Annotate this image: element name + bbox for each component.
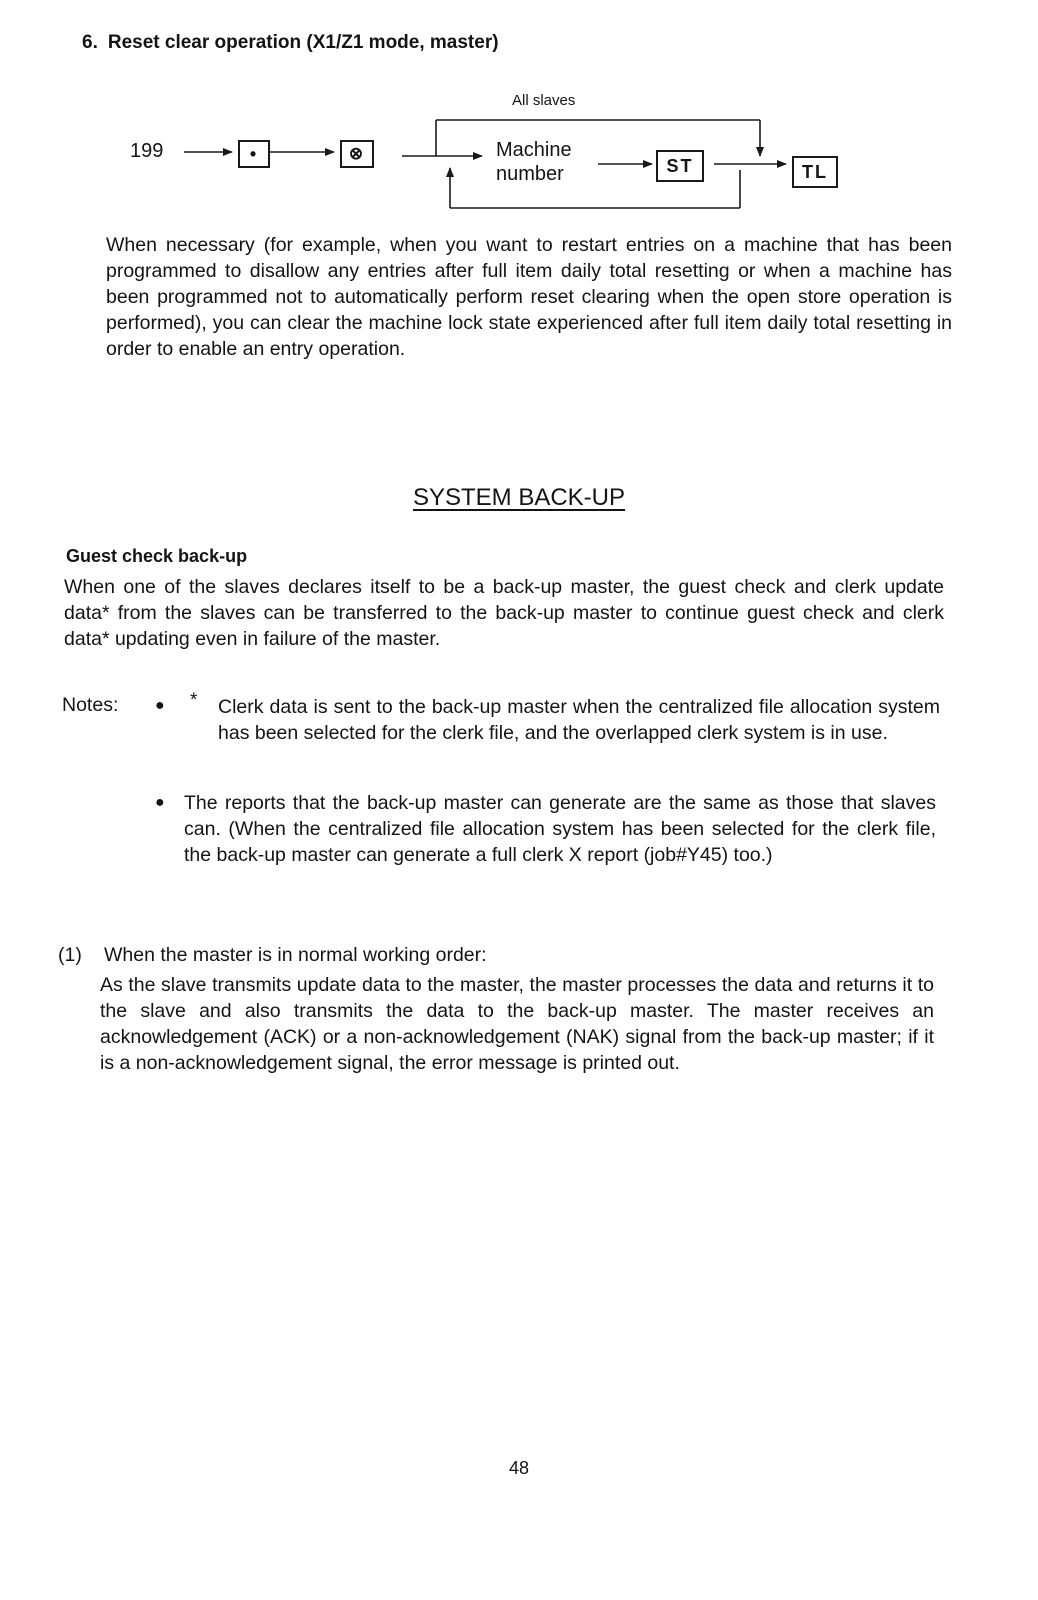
system-backup-title-text: SYSTEM BACK-UP <box>412 484 626 511</box>
subsection-title: When the master is in normal working order: <box>104 944 487 966</box>
notes-label: Notes: <box>62 694 119 716</box>
guest-check-backup-subheading: Guest check back-up <box>66 546 248 566</box>
multiply-key: ⊗ <box>340 140 374 168</box>
subsection-number: (1) <box>58 944 82 966</box>
machine-number-label <box>496 138 572 186</box>
system-backup-title <box>0 484 1038 512</box>
key-sequence-diagram <box>0 0 1038 230</box>
note-bullet-2: ● <box>155 794 165 811</box>
note-2-text: The reports that the back-up master can generate are the same as those that slaves can. (When the centralized file allocation system has been selected for the clerk file, the back-up master can generate a full clerk X report (job#Y45) too.) <box>184 792 936 866</box>
machine-number-line1: Machine <box>496 139 572 161</box>
note-asterisk: * <box>190 690 198 711</box>
start-number: 199 <box>130 140 164 162</box>
tl-key: TL <box>792 156 838 188</box>
note-bullet-1: ● <box>155 697 165 714</box>
subsection-body: As the slave transmits update data to the master, the master processes the data and returns it to the slave and also transmits the data to the back-up master. The master receives an acknowledgement (ACK) or a non-acknowledgement (NAK) signal from the back-up master; if it is a non-acknowledgement signal, the error message is printed out. <box>100 974 934 1074</box>
all-slaves-label: All slaves <box>512 92 576 109</box>
section-title: Reset clear operation (X1/Z1 mode, master) <box>107 32 499 53</box>
guest-check-backup-description: When one of the slaves declares itself to be a back-up master, the guest check and clerk update data* from the slaves can be transferred to the back-up master to continue guest check and clerk data* updating even in failure of the master. <box>64 576 944 650</box>
st-key: ST <box>656 150 704 182</box>
point-key: • <box>238 140 270 168</box>
machine-number-line2: number <box>496 163 564 185</box>
section-number: 6. <box>82 32 98 53</box>
page-number: 48 <box>508 1458 530 1478</box>
diagram-lines <box>0 0 1038 230</box>
reset-clear-description: When necessary (for example, when you want to restart entries on a machine that has been programmed to disallow any entries after full item daily total resetting or when a machine has been programmed not to automatically perform reset clearing when the open store operation is performed), you can clear the machine lock state experienced after full item daily total resetting in order to enable an entry operation. <box>106 234 952 360</box>
note-1-text: Clerk data is sent to the back-up master when the centralized file allocation system has been selected for the clerk file, and the overlapped clerk system is in use. <box>218 696 940 744</box>
